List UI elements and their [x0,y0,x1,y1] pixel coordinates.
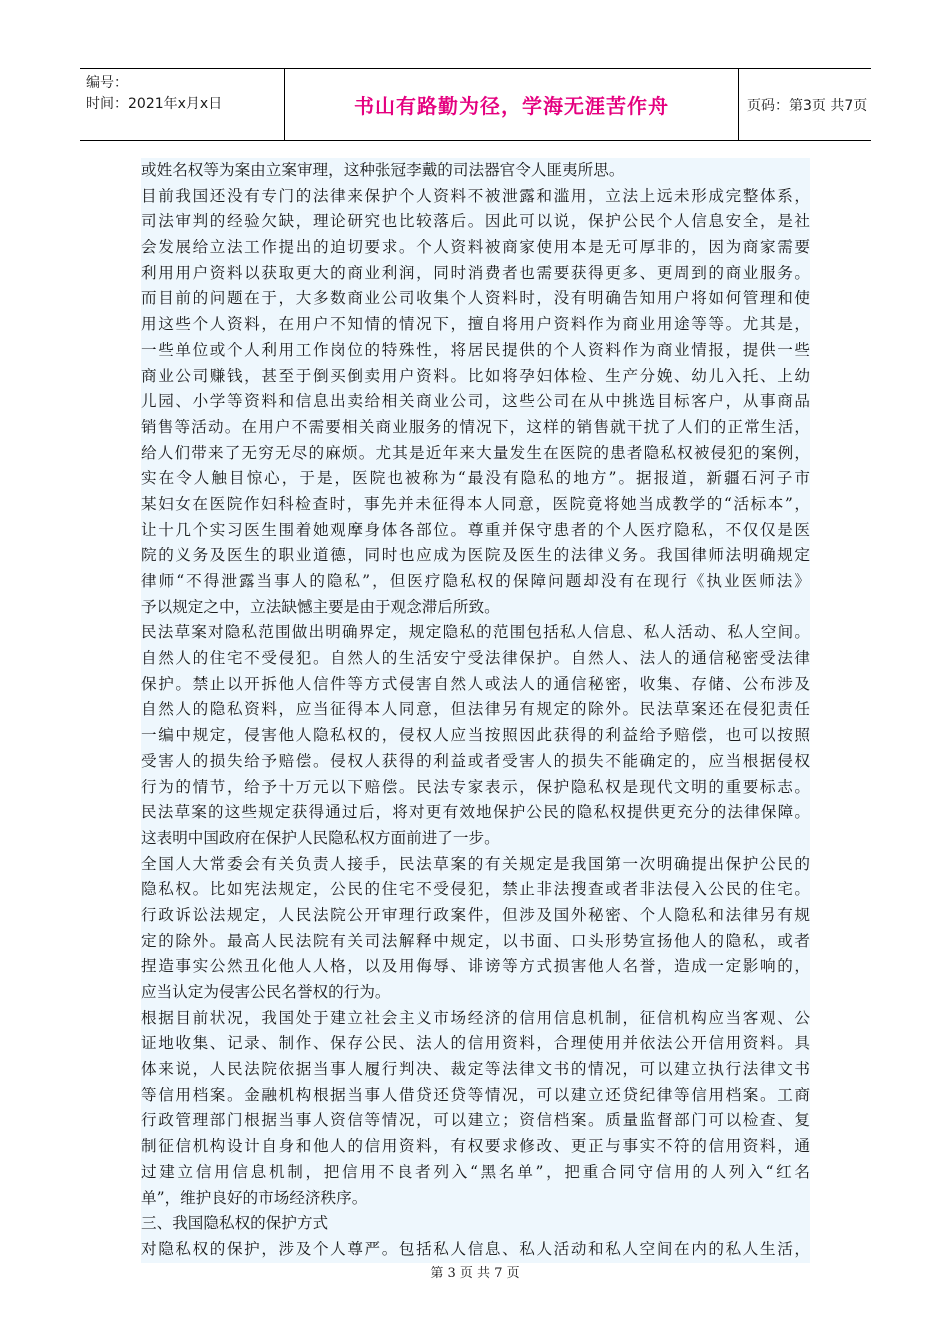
header-motto: 书山有路勤为径，学海无涯苦作舟 [285,69,739,140]
text-line: 自然人的隐私资料，应当征得本人同意，但法律另有规定的除外。民法草案还在侵犯责任 [141,700,810,719]
text-line: 捏造事实公然丑化他人人格，以及用侮辱、诽谤等方式损害他人名誉，造成一定影响的， [141,957,810,976]
text-line: 用这些个人资料，在用户不知情的情况下，擅自将用户资料作为商业用途等等。尤其是， [141,315,810,334]
text-line: 给人们带来了无穷无尽的麻烦。尤其是近年来大量发生在医院的患者隐私权被侵犯的案例， [141,443,810,462]
text-line: 会发展给立法工作提出的迫切要求。个人资料被商家使用本是无可厚非的，因为商家需要 [141,238,810,257]
text-line: 予以规定之中，立法缺憾主要是由于观念滞后所致。 [141,597,500,616]
text-line: 实在令人触目惊心，于是，医院也被称为“最没有隐私的地方”。据报道，新疆石河子市 [141,469,810,488]
number-label: 编号： [86,75,128,91]
text-line: 利用用户资料以获取更大的商业利润，同时消费者也需要获得更多、更周到的商业服务。 [141,263,810,282]
text-line: 目前我国还没有专门的法律来保护个人资料不被泄露和滥用，立法上远未形成完整体系， [141,186,810,205]
text-line: 某妇女在医院作妇科检查时，事先并未征得本人同意，医院竟将她当成教学的“活标本”， [141,494,810,513]
header-info [80,69,285,140]
text-line: 行为的情节，给予十万元以下赔偿。民法专家表示，保护隐私权是现代文明的重要标志。 [141,777,810,796]
text-line: 一些单位或个人利用工作岗位的特殊性，将居民提供的个人资料作为商业情报，提供一些 [141,340,810,359]
text-line: 商业公司赚钱，甚至于倒买倒卖用户资料。比如将孕妇体检、生产分娩、幼儿入托、上幼 [141,366,810,385]
text-line: 或姓名权等为案由立案审理，这种张冠李戴的司法器官令人匪夷所思。 [141,161,625,179]
time-label: 时间：2021年x月x日 [86,96,223,112]
text-line: 受害人的损失给予赔偿。侵权人获得的利益或者受害人的损失不能确定的，应当根据侵权 [141,751,810,770]
text-line: 证地收集、记录、制作、保存公民、法人的信用资料，合理使用并依法公开信用资料。具 [141,1034,810,1053]
text-line: 让十几个实习医生围着她观摩身体各部位。尊重并保守患者的个人医疗隐私，不仅仅是医 [141,520,810,539]
text-line: 过建立信用信息机制，把信用不良者列入“黑名单”，把重合同守信用的人列入“红名 [141,1162,810,1181]
header-page-label: 页码：第3页 共7页 [747,97,868,114]
text-line: 司法审判的经验欠缺，理论研究也比较落后。因此可以说，保护公民个人信息安全，是社 [141,212,810,231]
text-line: 制征信机构设计自身和他人的信用资料，有权要求修改、更正与事实不符的信用资料，通 [141,1137,810,1156]
text-line: 而目前的问题在于，大多数商业公司收集个人资料时，没有明确告知用户将如何管理和使 [141,289,810,308]
text-line: 三、我国隐私权的保护方式 [141,1214,329,1233]
text-line: 民法草案对隐私范围做出明确界定，规定隐私的范围包括私人信息、私人活动、私人空间。 [141,623,810,642]
text-line: 对隐私权的保护，涉及个人尊严。包括私人信息、私人活动和私人空间在内的私人生活， [141,1239,810,1258]
text-line: 律师“不得泄露当事人的隐私”，但医疗隐私权的保障问题却没有在现行《执业医师法》 [141,572,810,590]
text-line: 销售等活动。在用户不需要相关商业服务的情况下，这样的销售就干扰了人们的正常生活， [141,417,810,436]
text-line: 体来说，人民法院依据当事人履行判决、裁定等法律文书的情况，可以建立执行法律文书 [141,1060,810,1079]
text-line: 民法草案的这些规定获得通过后，将对更有效地保护公民的隐私权提供更充分的法律保障。 [141,803,810,822]
text-line: 应当认定为侵害公民名誉权的行为。 [141,983,391,1001]
text-line: 单”，维护良好的市场经济秩序。 [141,1188,368,1207]
text-line: 隐私权。比如宪法规定，公民的住宅不受侵犯，禁止非法搜查或者非法侵入公民的住宅。 [141,880,810,899]
text-line: 一编中规定，侵害他人隐私权的，侵权人应当按照因此获得的利益给予赔偿，也可以按照 [141,726,810,745]
text-line: 这表明中国政府在保护人民隐私权方面前进了一步。 [141,828,500,847]
text-line: 行政管理部门根据当事人资信等情况，可以建立；资信档案。质量监督部门可以检查、复 [141,1111,810,1130]
text-line: 保护。禁止以开拆他人信件等方式侵害自然人或法人的通信秘密，收集、存储、公布涉及 [141,674,810,693]
text-line: 定的除外。最高人民法院有关司法解释中规定，以书面、口头形势宣扬他人的隐私，或者 [141,931,810,950]
text-line: 院的义务及医生的职业道德，同时也应成为医院及医生的法律义务。我国律师法明确规定 [141,546,810,565]
text-line: 自然人的住宅不受侵犯。自然人的生活安宁受法律保护。自然人、法人的通信秘密受法律 [141,649,810,668]
text-line: 根据目前状况，我国处于建立社会主义市场经济的信用信息机制，征信机构应当客观、公 [141,1008,810,1027]
text-line: 等信用档案。金融机构根据当事人借贷还贷等情况，可以建立还贷纪律等信用档案。工商 [141,1085,810,1104]
text-line: 全国人大常委会有关负责人接手，民法草案的有关规定是我国第一次明确提出保护公民的 [141,854,810,873]
text-line: 儿园、小学等资料和信息出卖给相关商业公司，这些公司在从中挑选目标客户，从事商品 [141,392,810,411]
page-footer: 第 3 页 共 7 页 [430,1266,520,1281]
page-header [80,68,871,141]
text-line: 行政诉讼法规定，人民法院公开审理行政案件，但涉及国外秘密、个人隐私和法律另有规 [141,905,810,924]
body-text [141,158,810,1263]
